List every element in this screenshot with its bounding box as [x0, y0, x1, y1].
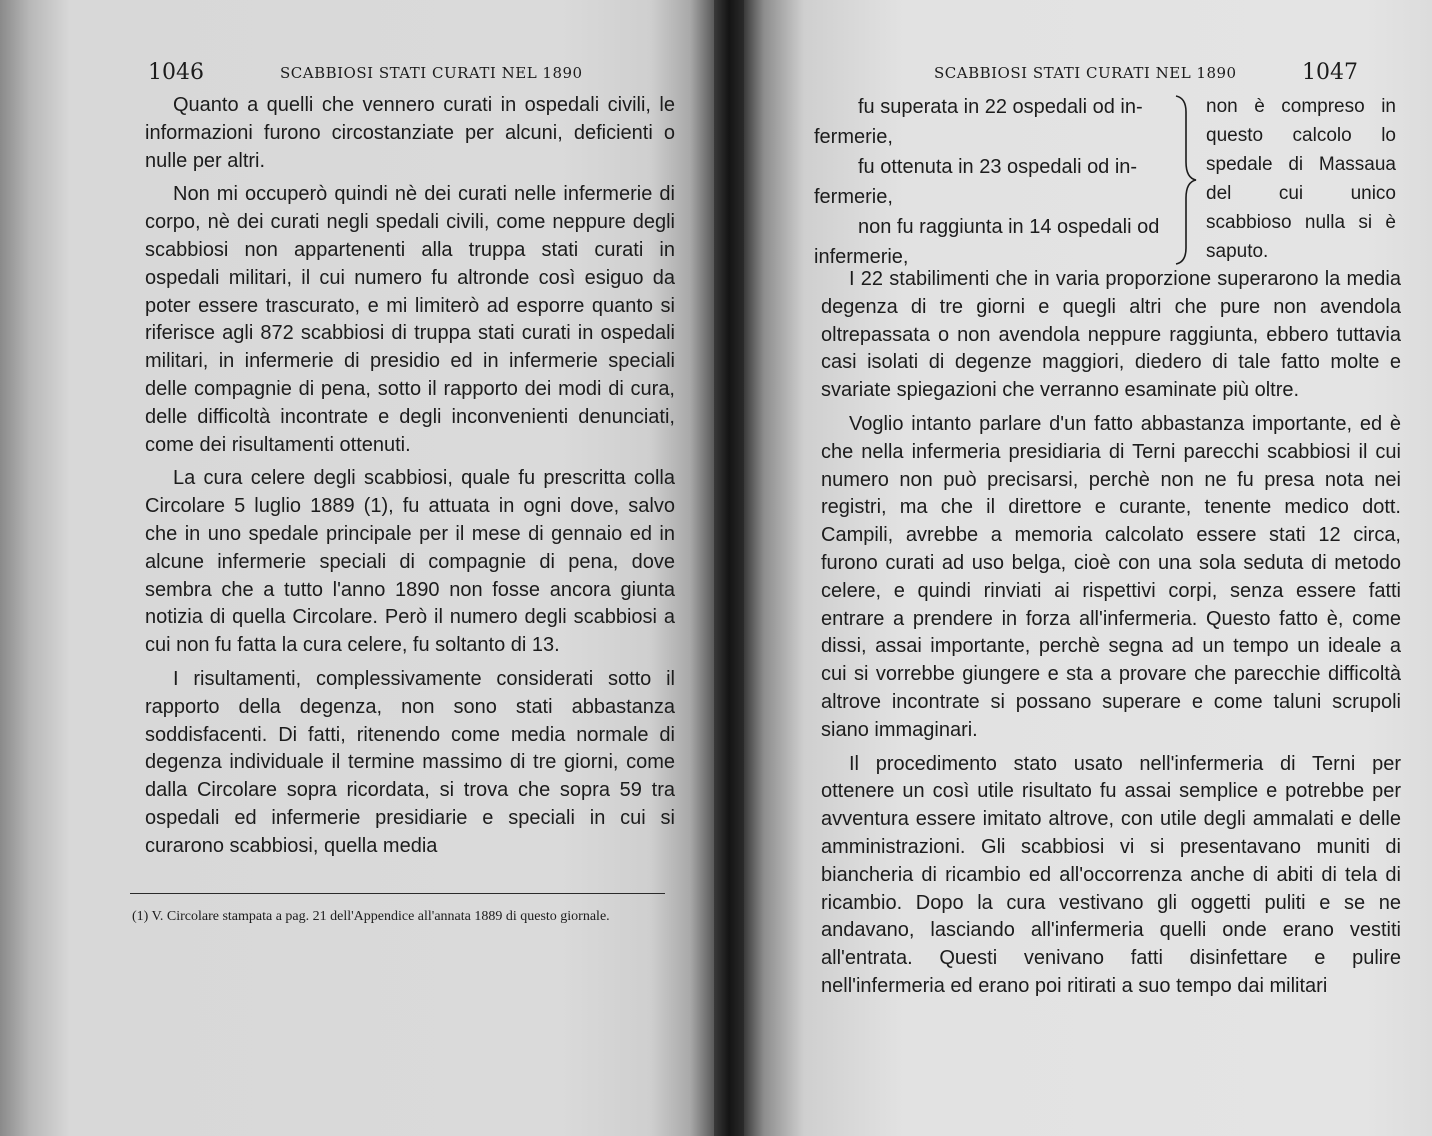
paragraph: La cura celere degli scabbiosi, quale fu prescritta colla Circolare 5 luglio 1889 (1), fu attuata in ogni dove, salvo che in uno spedale principale per il mese di gennaio ed in alcune infermerie speciali di compagnie di pena, dove sembra che a tutto l'anno 1890 non fosse ancora giunta notizia di quella Circolare. Però il numero degli scabbiosi a cui non fu fatta la cura celere, fu soltanto di 13. — [145, 467, 675, 657]
page-header — [934, 60, 1358, 90]
running-head: SCABBIOSI STATI CURATI NEL 1890 — [934, 64, 1237, 82]
list-line: infermerie, — [814, 246, 909, 268]
body-text — [821, 266, 1401, 1007]
list-line: fu superata in 22 ospedali od in- — [858, 96, 1143, 118]
paragraph: Voglio intanto parlare d'un fatto abbastanza importante, ed è che nella infermeria presidiaria di Terni parecchi scabbiosi il cui numero non può precisarsi, perchè non ne fu presa nota nei registri, ma che il direttore e curante, tenente medico dott. Campili, avrebbe a memoria calcolato essere stati 12 circa, furono curati ad uso belga, cioè con una sola seduta di metodo celere, e quindi rinviati ai rispettivi corpi, senza essere fatti entrare a prendere in forza all'infermeria. Questo fatto è, come dissi, assai importante, perchè segna ad un tempo un ideale a cui si vorrebbe giungere e sta a provare che parecchie difficoltà altrove incontrate si possano superare e come taluni scrupoli siano immaginari. — [821, 412, 1401, 741]
list-line: fermerie, — [814, 186, 893, 208]
footnote-rule — [130, 893, 665, 894]
paragraph: I 22 stabilimenti che in varia proporzione superarono la media degenza di tre giorni e quegli altri che pure non avendola oltrepassata o non avendola neppure raggiunta, ebbero tuttavia casi isolati di degenze maggiori, diedero di tale fatto molte e svariate spiegazioni che verranno esaminate più oltre. — [821, 268, 1401, 402]
list-line: fermerie, — [814, 126, 893, 148]
paragraph: Non mi occuperò quindi nè dei curati nelle infermerie di corpo, nè dei curati negli spedali civili, come neppure degli scabbiosi non appartenenti alla truppa stati curati in ospedali militari, il cui numero fu altronde così esiguo da poter essere trascurato, e mi limiterò ad esporre quanto si riferisce agli 872 scabbiosi di truppa stati curati in ospedali militari, in infermerie di presidio ed in infermerie speciali delle compagnie di pena, sotto il rapporto dei modi di cura, delle difficoltà incontrate e degli inconvenienti denunciati, come dei risultamenti ottenuti. — [145, 183, 675, 456]
list-with-side-note — [814, 92, 1404, 268]
body-text — [145, 92, 675, 867]
page-number: 1046 — [148, 60, 204, 85]
paragraph: I risultamenti, complessivamente considerati sotto il rapporto della degenza, non sono stati abbastanza soddisfacenti. Di fatti, ritenendo come media normale di degenza individuale il termine massimo di tre giorni, come dalla Circolare sopra ricordata, si trova che sopra 59 tra ospedali ed infermerie presidiarie e speciali in cui si curarono scabbiosi, quella media — [145, 667, 675, 857]
side-note: non è compreso in questo calcolo lo spedale di Massaua del cui unico scabbioso nulla si è saputo. — [1206, 96, 1396, 262]
paragraph: Quanto a quelli che vennero curati in ospedali civili, le informazioni furono circostanziate per alcuni, deficienti o nulle per altri. — [145, 94, 675, 172]
brace-icon — [1170, 92, 1200, 268]
paragraph: Il procedimento stato usato nell'infermeria di Terni per ottenere un così utile risultato fu assai semplice e potrebbe per avventura essere imitato altrove, con utile degli ammalati e delle amministrazioni. Gli scabbiosi vi si presentavano muniti di biancheria di ricambio ed all'occorrenza anche di abiti di tela di ricambio. Dopo la cura vestivano gli oggetti puliti e se ne andavano, lasciando all'infermeria quelli onde erano vestiti all'entrata. Questi venivano fatti disinfettare e pulire nell'infermeria ed erano poi ritirati a suo tempo dai militari — [821, 752, 1401, 997]
book-gutter — [714, 0, 744, 1136]
page-header — [148, 60, 688, 90]
right-page — [744, 0, 1432, 1136]
statistics-list — [814, 92, 1166, 272]
page-number: 1047 — [1302, 60, 1358, 85]
list-line: fu ottenuta in 23 ospedali od in- — [858, 156, 1138, 178]
running-head: SCABBIOSI STATI CURATI NEL 1890 — [280, 64, 583, 82]
list-line: non fu raggiunta in 14 ospedali od — [858, 216, 1160, 238]
left-page — [0, 0, 714, 1136]
footnote: (1) V. Circolare stampata a pag. 21 dell'Appendice all'annata 1889 di questo giornale. — [132, 909, 610, 924]
